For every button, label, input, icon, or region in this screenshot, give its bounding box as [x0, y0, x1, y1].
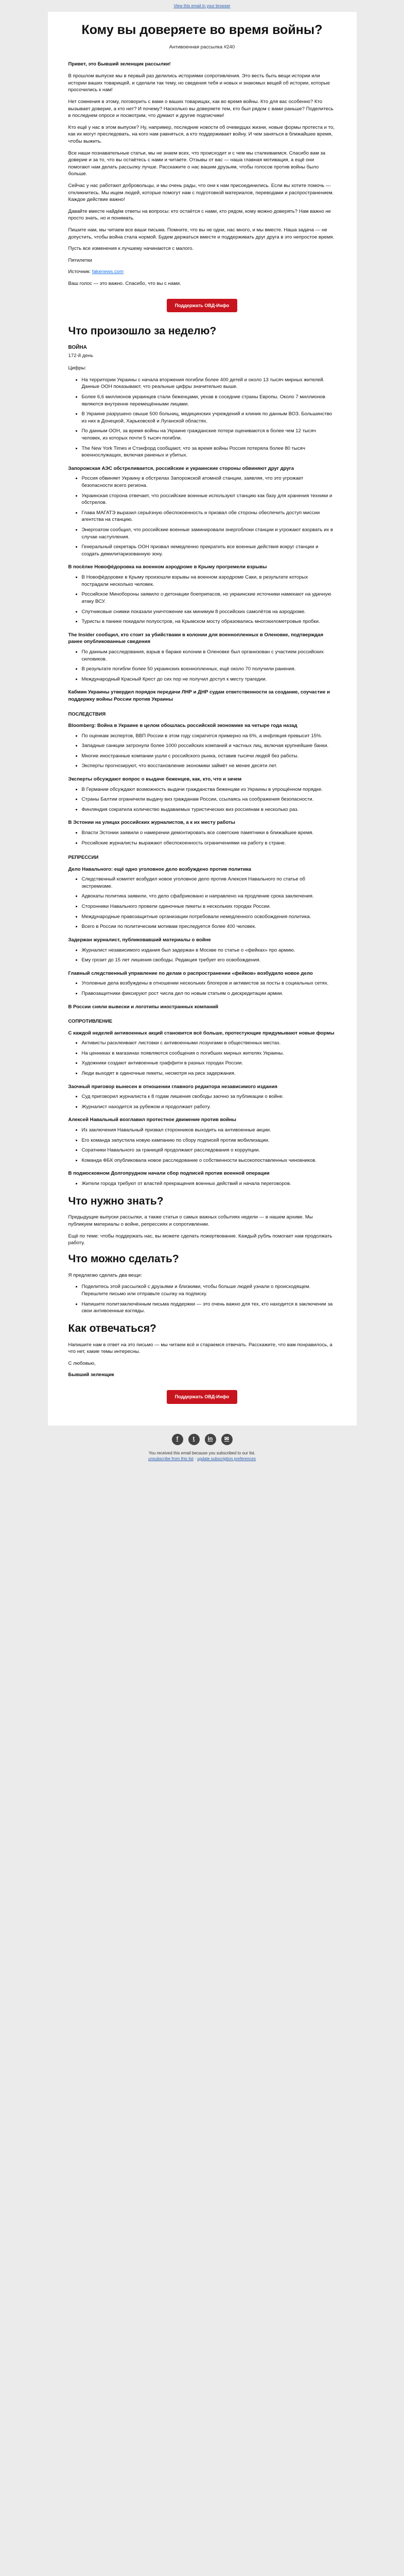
intro-paragraph: В прошлом выпуске мы в первый раз делились историями сопротивления. Это весть быть вещи истории или истории ваших товарищей, и сделали так тему, но сведения тебя и новых и знакомых вещей об истории, которые просочились к нам! [68, 73, 330, 93]
subheading: Задержан журналист, публиковавший материалы о войне [68, 937, 211, 943]
list-item: • По оценкам экспертов, ВВП России в этом году сократится примерно на 6%, а инфляция превысит 15%. [82, 733, 336, 740]
list-item: • Глава МАГАТЭ выразил серьёзную обеспокоенность и призвал обе стороны обеспечить доступ миссии агентства на станцию. [82, 510, 336, 523]
todo-list [68, 1283, 336, 1314]
list-olenovka [68, 649, 336, 683]
linkedin-icon[interactable]: in [205, 1434, 216, 1445]
list-fakes [68, 980, 336, 997]
list-economy [68, 733, 336, 770]
subheading: Заочный приговор вынесен в отношении главного редактора независимого издания [68, 1083, 277, 1090]
intro-paragraph: Пятилетки [68, 257, 92, 263]
intro-source [68, 268, 336, 276]
list-verdict [68, 1093, 336, 1110]
list-item: • Страны Балтии ограничили выдачу виз гражданам России, ссылаясь на соображения безопасности. [82, 796, 336, 803]
donate-wrap-bottom [68, 1390, 336, 1404]
subheading: Эксперты обсуждают вопрос о выдаче беженцев, как, кто, что и зачем [68, 776, 242, 783]
list-item: • Энергоатом сообщил, что российские военные заминировали энергоблоки станции и угрожают взорвать их в случае наступления. [82, 527, 336, 540]
list-item: • Международный Красный Крест до сих пор не получил доступ к месту трагедии. [82, 676, 336, 683]
donate-button[interactable]: Поддержать ОВД-Инфо [167, 299, 238, 313]
list-item: • Украинская сторона отвечает, что российские военные используют станцию как базу для хранения техники и обстрелов. [82, 493, 336, 506]
list-item: • Всего в России по политическим мотивам преследуется более 400 человек. [82, 923, 336, 930]
list-item: • Россия обвиняет Украину в обстрелах Запорожской атомной станции, заявляя, что это угрожает безопасности всего региона. [82, 475, 336, 489]
list-item: • В Новофёдоровке в Крыму произошли взрывы на военном аэродроме Саки, в результате которых пострадали несколько человек. [82, 574, 336, 588]
subheading: Дело Навального: ещё одно уголовное дело возбуждено против политика [68, 866, 252, 872]
intro-paragraph: Кто ещё у нас в этом выпуске? Ну, например, последние новости об очевидцах жизни, новые формы протеста и то, как их могут преследовать, на кого нам равняться, а кто поддерживает войну. И чем заняться в ближайшее время, чтобы выжить. [68, 124, 335, 144]
know-paragraph: Ещё по теме: чтобы поддержать нас, вы можете сделать пожертвование. Каждый рубль помогает нам продолжать работу. [68, 1233, 332, 1246]
email-subtitle: Антивоенная рассылка #240 [169, 44, 235, 50]
list-item: • Сторонники Навального провели одиночные пикеты в нескольких городах России. [82, 903, 336, 910]
subheading: С каждой неделей антивоенных акций становится всё больше, протестующие придумывают новые формы [68, 1030, 335, 1036]
intro-paragraph: Все наши познавательные статьи, мы не знаем всех, что происходит и с чем мы сталкиваемся. Спасибо вам за доверие и за то, что вы остаётесь с нами и читаете. Отзывы от вас — наша главная мотивация, а ещё они помогают нам делать рассылку лучше. Расскажите о нас вашим друзьям, чтобы голосов против войны было больше. [68, 150, 326, 177]
list-item: • Более 6,6 миллионов украинцев стали беженцами, уехав в соседние страны Европы. Около 7 миллионов являются внутренне перемещёнными лицами. [82, 394, 336, 408]
intro-paragraph: Пишите нам, мы читаем все ваши письма. Помните, что вы не одни, нас много, и мы вместе. Наша задача — не допустить, чтобы война стала нормой. Будем держаться вместе и поддерживать друг друга в это непростое время. [68, 227, 335, 240]
list-item: • Из заключения Навальный призвал сторонников выходить на антивоенные акции. [82, 1127, 336, 1134]
source-link[interactable]: fakenews.com [92, 269, 124, 275]
section-label-repressions: РЕПРЕССИИ [68, 854, 99, 860]
list-item: • Адвокаты политика заявили, что дело сфабриковано и направлено на продление срока заключения. [82, 893, 336, 900]
view-in-browser-link[interactable]: View this email in your browser [173, 4, 231, 8]
section-label-resistance: СОПРОТИВЛЕНИЕ [68, 1018, 113, 1024]
section-label-consequences: ПОСЛЕДСТВИЯ [68, 710, 106, 717]
todo-heading: Что можно сделать? [68, 1252, 179, 1265]
list-estonia [68, 829, 336, 846]
list-item: • Ему грозит до 15 лет лишения свободы. Редакция требует его освобождения. [82, 957, 336, 964]
list-item: • Российские журналисты выражают обеспокоенность ограничениями на работу в стране. [82, 840, 336, 847]
feedback-paragraph: Напишите нам в ответ на это письмо — мы читаем всё и стараемся отвечать. Расскажите, что вам понравилось, а что нет, какие темы интересны. [68, 1342, 332, 1355]
email-icon[interactable]: ✉ [221, 1434, 233, 1445]
donate-button-bottom[interactable]: Поддержать ОВД-Инфо [167, 1390, 238, 1404]
list-item: • Эксперты прогнозируют, что восстановление экономики займёт не менее десяти лет. [82, 762, 336, 770]
list-item: • Его команда запустила новую кампанию по сбору подписей против мобилизации. [82, 1137, 336, 1144]
list-item: • Соратники Навального за границей продолжают расследования о коррупции. [82, 1147, 336, 1154]
donate-wrap [68, 299, 336, 313]
preferences-link[interactable]: update subscription preferences [197, 1456, 256, 1462]
know-heading: Что нужно знать? [68, 1195, 164, 1207]
email-title: Кому вы доверяете во время войны? [81, 23, 323, 38]
list-item: • Суд приговорил журналиста к 8 годам лишения свободы заочно за публикации о войне. [82, 1093, 336, 1100]
twitter-icon[interactable]: t [188, 1434, 200, 1445]
subheading: В России сняли вывески и логотипы иностранных компаний [68, 1004, 219, 1010]
feedback-heading: Как отвечаться? [68, 1322, 156, 1334]
list-item: • Власти Эстонии заявили о намерении демонтировать все советские памятники в ближайшее время. [82, 829, 336, 837]
list-item: • На ценниках в магазинах появляются сообщения о погибших мирных жителях Украины. [82, 1050, 336, 1057]
list-item: • По данным расследования, взрыв в бараке колонии в Оленовке был организован с участием российских силовиков. [82, 649, 336, 663]
list-item: • Российское Минобороны заявило о детонации боеприпасов, но украинские источники намекают на удачную атаку ВСУ. [82, 591, 336, 605]
list-item: • В результате погибли более 50 украинских военнопленных, ещё около 70 получили ранения. [82, 666, 336, 673]
list-item: • Художники создают антивоенные граффити в разных городах России. [82, 1060, 336, 1067]
section-label-war: ВОЙНА [68, 345, 87, 351]
source-label: Источник: [68, 269, 92, 275]
list-numbers [68, 377, 336, 459]
list-navalny [68, 876, 336, 930]
list-item: • Западные санкции затронули более 1000 российских компаний и частных лиц, включая крупнейшие банки. [82, 742, 336, 750]
list-item: • Многие иностранные компании ушли с российского рынка, оставив тысячи людей без работы. [82, 753, 336, 760]
list-refugees [68, 786, 336, 814]
intro-paragraph: Сейчас у нас работают добровольцы, и мы очень рады, что они к нам присоединились. Если вы хотите помочь — откликнитесь. Мы ищем людей, которые помогут нам с подготовкой материалов, переводами и распространением. Каждое действие важно! [68, 183, 334, 203]
subheading: Главный следственный управление по делам о распространении «фейков» возбудило новое дело [68, 970, 313, 976]
todo-intro: Я предлагаю сделать два вещи: [68, 1272, 142, 1278]
war-days: 172-й день [68, 353, 93, 359]
email-card [48, 12, 357, 1425]
list-item: • Напишите политзаключённым письма поддержки — это очень важно для тех, кто находится в заключении за свои антивоенные взгляды. [82, 1301, 336, 1315]
subheading: Алексей Навальный возглавил протестное движение против войны [68, 1117, 236, 1123]
list-zaes [68, 475, 336, 557]
list-item: • Туристы в панике покидали полуостров, на Крымском мосту образовались многокилометровые пробки. [82, 618, 336, 625]
list-item: • Следственный комитет возбудил новое уголовное дело против Алексея Навального по статье об экстремизме. [82, 876, 336, 890]
list-item: • Журналист находится за рубежом и продолжает работу. [82, 1104, 336, 1111]
list-item: • The New York Times и Стэнфорд сообщают, что за время войны Россия потеряла более 80 тысяч военнослужащих, включая раненых и убитых. [82, 445, 336, 459]
list-item: • На территории Украины с начала вторжения погибли более 400 детей и около 13 тысяч мирных жителей. Данные ООН показывают, что реальные цифры значительно выше. [82, 377, 336, 391]
preheader [0, 0, 404, 12]
list-item: • Международные правозащитные организации потребовали немедленного освобождения политика. [82, 913, 336, 921]
footer-links: unsubscribe from this list · update subscription preferences [148, 1456, 256, 1462]
list-item: • Команда ФБК опубликовала новое расследование о собственности высокопоставленных чиновников. [82, 1157, 336, 1164]
list-item: • Правозащитники фиксируют рост числа дел по новым статьям о дискредитации армии. [82, 990, 336, 997]
list-actions [68, 1040, 336, 1077]
list-item: • Генеральный секретарь ООН призвал немедленно прекратить все военные действия вокруг станции и создать демилитаризованную зону. [82, 544, 336, 557]
subheading: Запорожская АЭС обстреливается, российские и украинские стороны обвиняют друг друга [68, 465, 294, 471]
footer [48, 1426, 357, 1478]
list-item: • Журналист независимого издания был задержан в Москве по статье о «фейках» про армию. [82, 947, 336, 954]
intro-paragraph: Пусть все изменения к лучшему начинаются с малого. [68, 246, 194, 252]
subheading: Bloomberg: Война в Украине в целом обошлась российской экономике на четыре года назад [68, 722, 297, 728]
subheading: Кабмин Украины утвердил порядок передачи ЛНР и ДНР судам ответственности за создание, соучастие и поддержку войны России против Украины [68, 689, 330, 703]
unsubscribe-link[interactable]: unsubscribe from this list [148, 1456, 194, 1462]
list-item: • Жители города требуют от властей прекращения военных действий и начала переговоров. [82, 1180, 336, 1188]
list-item: • В Украине разрушено свыше 500 больниц, медицинских учреждений и клиник по данным ВОЗ. Большинство из них в Донецкой, Харьковской и Луганской областях. [82, 411, 336, 425]
feedback-signoff: С любовью, [68, 1360, 96, 1366]
list-item: • Активисты расклеивают листовки с антивоенными лозунгами в общественных местах. [82, 1040, 336, 1047]
list-journalist [68, 947, 336, 964]
subheading: В посёлке Новофёдоровка на военном аэродроме в Крыму прогремели взрывы [68, 564, 267, 570]
list-navalny-protest [68, 1127, 336, 1164]
week-heading: Что произошло за неделю? [68, 325, 217, 337]
list-item: • Люди выходят в одиночные пикеты, несмотря на риск задержания. [82, 1070, 336, 1077]
intro-paragraph: Нет сомнения в этому, поговорить с вами о ваших товарищах, как во время войны. Кто для вас особенно? Кто вызывает доверие, а кто нет? И почему? Насколько вы доверяете тем, кто был рядом с вами раньше? Поделитесь в последнем опросе и посмотрим, что думают и другие подписчики! [68, 98, 333, 119]
subheading: В подмосковном Долгопрудном начали сбор подписей против военной операции [68, 1171, 270, 1177]
greeting: Привет, это Бывший зеленщик рассылки! [68, 61, 171, 67]
list-item: • В Германии обсуждают возможность выдачи гражданства беженцам из Украины в упрощённом порядке. [82, 786, 336, 793]
feedback-signature: Бывший зеленщик [68, 1372, 114, 1378]
know-paragraph: Предыдущие выпуски рассылки, а также статьи о самых важных событиях недели — в нашем архиве. Мы публикуем материалы о войне, репрессиях и сопротивлении. [68, 1214, 313, 1228]
list-item: • Спутниковые снимки показали уничтожение как минимум 8 российских самолётов на аэродроме. [82, 608, 336, 616]
list-crimea [68, 574, 336, 625]
subheading: В Эстонии на улицах российских журналистов, а к их месту работы [68, 820, 235, 826]
list-item: • Уголовные дела возбуждены в отношении нескольких блогеров и активистов за посты в социальных сетях. [82, 980, 336, 987]
footer-text: You received this email because you subscribed to our list. [148, 1450, 256, 1455]
subheading: The Insider сообщил, кто стоит за убийствами в колонии для военнопленных в Оленовке, подтверждая ранее опубликованные сведения [68, 632, 324, 645]
list-item: • Поделитесь этой рассылкой с друзьями и близкими, чтобы больше людей узнали о происходящем. Перешлите письмо или отправьте ссылку на подписку. [82, 1283, 336, 1297]
list-item: • По данным ООН, за время войны на Украине гражданские потери оцениваются в более чем 12 тысяч человек, из которых почти 5 тысяч погибли. [82, 428, 336, 442]
facebook-icon[interactable]: f [172, 1434, 183, 1445]
list-dolgoprudny [68, 1180, 336, 1188]
intro-paragraph: Ваш голос — это важно. Спасибо, что вы с нами. [68, 281, 181, 287]
list-item: • Финляндия сократила количество выдаваемых туристических виз россиянам в несколько раз. [82, 806, 336, 814]
social-links [48, 1434, 357, 1445]
week-intro: Цифры: [68, 365, 86, 371]
intro-paragraph: Давайте вместе найдём ответы на вопросы: кто остаётся с нами, кто рядом, кому можно доверять? Нам важно не просто знать, но и понимать. [68, 208, 331, 222]
